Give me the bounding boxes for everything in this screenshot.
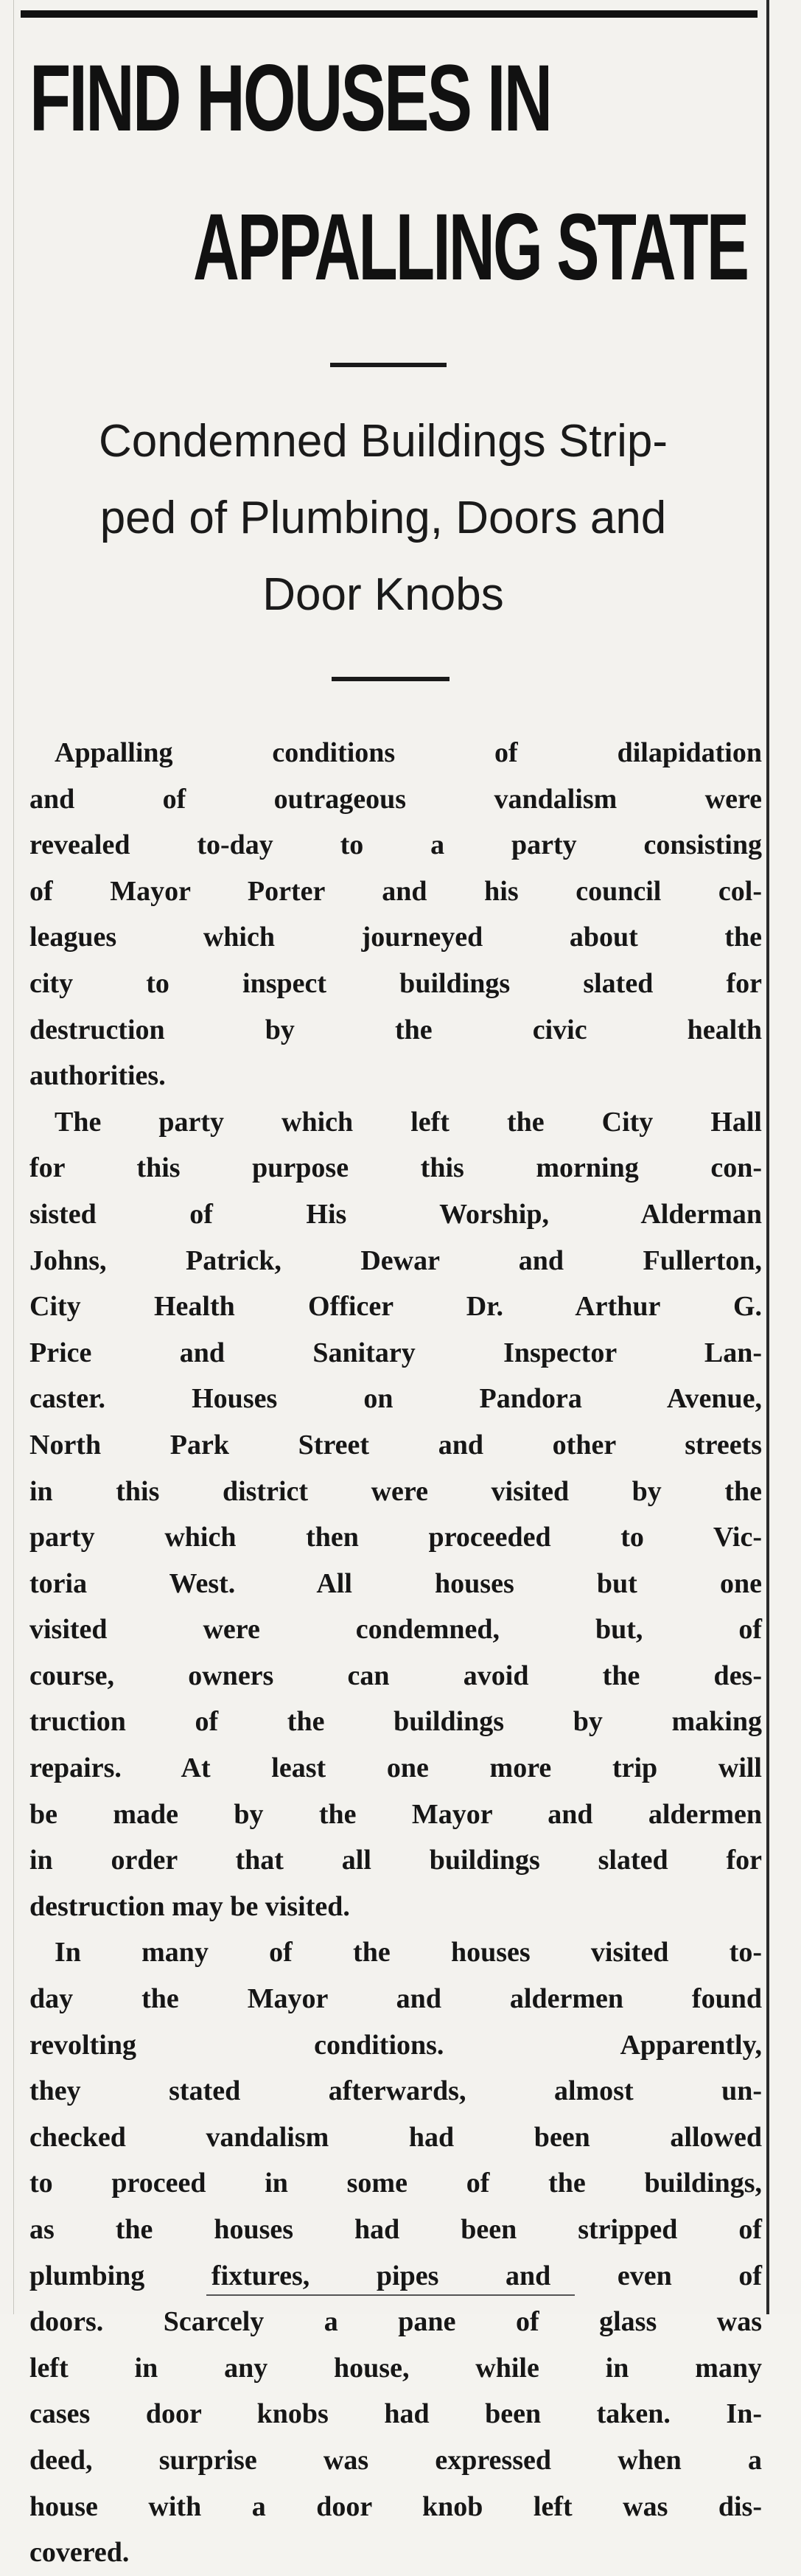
text-line: left in any house, while in many	[29, 2352, 762, 2384]
subheadline-line-3: Door Knobs	[262, 569, 504, 620]
top-rule	[21, 10, 758, 18]
subheadline-line-1: Condemned Buildings Strip-	[99, 416, 668, 467]
text-line: sisted of His Worship, Alderman	[29, 1198, 762, 1230]
paragraph	[29, 730, 762, 1099]
text-line: Price and Sanitary Inspector Lan-	[29, 1337, 762, 1368]
text-line: revolting conditions. Apparently,	[29, 2029, 762, 2061]
text-line: visited were condemned, but, of	[29, 1614, 762, 1646]
text-line: of Mayor Porter and his council col-	[29, 875, 762, 907]
text-line: and of outrageous vandalism were	[29, 783, 762, 815]
text-line: to proceed in some of the buildings,	[29, 2168, 762, 2199]
text-line: toria West. All houses but one	[29, 1567, 762, 1599]
text-line: in this district were visited by the	[29, 1475, 762, 1507]
subheadline-line-2: ped of Plumbing, Doors and	[99, 492, 667, 543]
divider-dash	[330, 363, 447, 367]
headline-line-2: APPALLING STATE	[193, 195, 748, 300]
column-rule	[766, 0, 769, 2314]
text-line: repairs. At least one more trip will	[29, 1752, 762, 1784]
text-line: cases door knobs had been taken. In-	[29, 2398, 762, 2430]
text-line: in order that all buildings slated for	[29, 1845, 762, 1876]
text-line: Johns, Patrick, Dewar and Fullerton,	[29, 1245, 762, 1276]
text-line: destruction may be visited.	[29, 1890, 350, 1922]
text-line: city to inspect buildings slated for	[29, 967, 762, 999]
text-line: North Park Street and other streets	[29, 1429, 762, 1461]
text-line: destruction by the civic health	[29, 1014, 762, 1045]
paragraph	[29, 1929, 762, 2575]
paragraph	[29, 1099, 762, 1930]
text-line: truction of the buildings by making	[29, 1706, 762, 1738]
text-line: course, owners can avoid the des-	[29, 1660, 762, 1691]
text-line: deed, surprise was expressed when a	[29, 2444, 762, 2476]
text-line: as the houses had been stripped of	[29, 2214, 762, 2245]
text-line: be made by the Mayor and aldermen	[29, 1798, 762, 1830]
bottom-rule	[206, 2294, 575, 2296]
text-line: authorities.	[29, 1060, 166, 1092]
text-line: revealed to-day to a party consisting	[29, 829, 762, 861]
text-line: leagues which journeyed about the	[29, 922, 762, 953]
text-line: covered.	[29, 2537, 130, 2569]
text-line: plumbing fixtures, pipes and even of	[29, 2260, 762, 2291]
article-body	[29, 730, 762, 2576]
left-margin-rule	[13, 0, 14, 2314]
text-line: City Health Officer Dr. Arthur G.	[29, 1291, 762, 1323]
text-line: they stated afterwards, almost un-	[29, 2075, 762, 2107]
text-line: doors. Scarcely a pane of glass was	[29, 2306, 762, 2338]
text-line: Appalling conditions of dilapidation	[55, 737, 762, 768]
text-line: The party which left the City Hall	[55, 1106, 762, 1138]
divider-dash	[332, 677, 450, 681]
text-line: caster. Houses on Pandora Avenue,	[29, 1383, 762, 1415]
text-line: In many of the houses visited to-	[55, 1937, 762, 1968]
text-line: for this purpose this morning con-	[29, 1152, 762, 1184]
text-line: party which then proceeded to Vic-	[29, 1522, 762, 1553]
text-line: house with a door knob left was dis-	[29, 2490, 762, 2522]
text-line: checked vandalism had been allowed	[29, 2121, 762, 2153]
text-line: day the Mayor and aldermen found	[29, 1983, 762, 2015]
headline-line-1: FIND HOUSES IN	[29, 46, 551, 151]
